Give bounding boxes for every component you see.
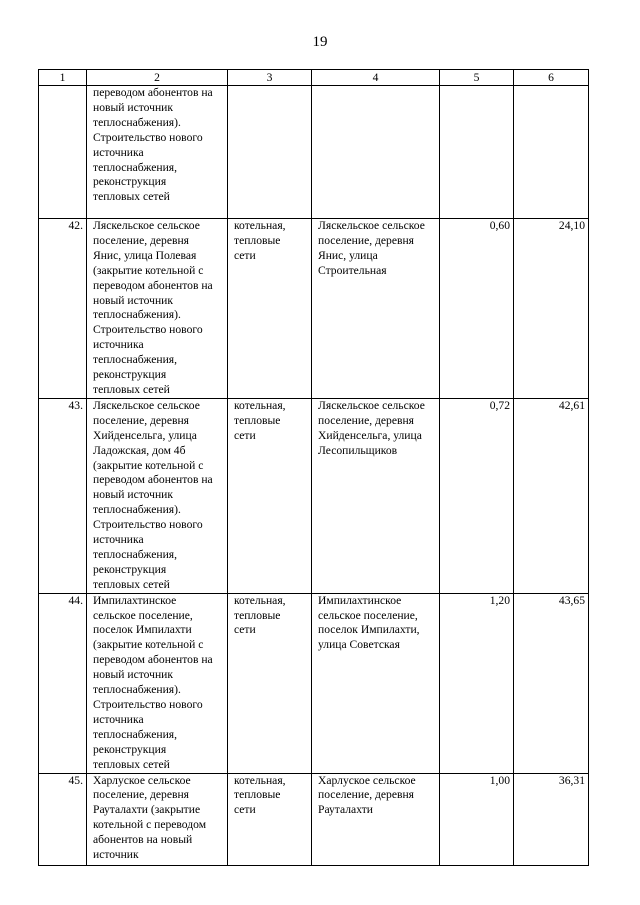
header-cell-5: 5 bbox=[440, 70, 514, 86]
row-number: 42. bbox=[39, 219, 87, 399]
header-cell-6: 6 bbox=[514, 70, 589, 86]
row-number bbox=[39, 86, 87, 219]
header-cell-2: 2 bbox=[87, 70, 228, 86]
table-row bbox=[39, 219, 589, 399]
table-row bbox=[39, 86, 589, 219]
header-cell-4: 4 bbox=[312, 70, 440, 86]
facility-type bbox=[228, 86, 312, 219]
value-col6: 43,65 bbox=[514, 593, 589, 773]
project-description: Ляскельское сельское поселение, деревня Янис, улица Полевая (закрытие котельной с переводом абонентов на новый источник теплоснабжения). Строительство нового источника теплоснабжения, реконструкция тепловых сетей bbox=[87, 219, 228, 399]
table-row bbox=[39, 593, 589, 773]
value-col5: 1,20 bbox=[440, 593, 514, 773]
value-col5 bbox=[440, 86, 514, 219]
location bbox=[312, 86, 440, 219]
project-description: переводом абонентов на новый источник теплоснабжения). Строительство нового источника теплоснабжения, реконструкция тепловых сетей bbox=[87, 86, 228, 219]
project-description: Харлуское сельское поселение, деревня Рауталахти (закрытие котельной с переводом абонентов на новый источник bbox=[87, 773, 228, 865]
value-col5: 1,00 bbox=[440, 773, 514, 865]
row-number: 45. bbox=[39, 773, 87, 865]
row-number: 44. bbox=[39, 593, 87, 773]
header-cell-1: 1 bbox=[39, 70, 87, 86]
location: Импилахтинское сельское поселение, поселок Импилахти, улица Советская bbox=[312, 593, 440, 773]
location: Ляскельское сельское поселение, деревня Хийденсельга, улица Лесопильщиков bbox=[312, 398, 440, 593]
facility-type: котельная, тепловые сети bbox=[228, 219, 312, 399]
header-row bbox=[39, 70, 589, 86]
projects-table bbox=[38, 69, 589, 866]
location: Харлуское сельское поселение, деревня Рауталахти bbox=[312, 773, 440, 865]
project-description: Ляскельское сельское поселение, деревня Хийденсельга, улица Ладожская, дом 4б (закрытие котельной с переводом абонентов на новый источник теплоснабжения). Строительство нового источника теплоснабжения, реконструкция тепловых сетей bbox=[87, 398, 228, 593]
page-number: 19 bbox=[312, 34, 328, 50]
row-number: 43. bbox=[39, 398, 87, 593]
table-row bbox=[39, 398, 589, 593]
value-col6: 42,61 bbox=[514, 398, 589, 593]
value-col6: 36,31 bbox=[514, 773, 589, 865]
value-col5: 0,72 bbox=[440, 398, 514, 593]
facility-type: котельная, тепловые сети bbox=[228, 593, 312, 773]
location: Ляскельское сельское поселение, деревня Янис, улица Строительная bbox=[312, 219, 440, 399]
header-cell-3: 3 bbox=[228, 70, 312, 86]
facility-type: котельная, тепловые сети bbox=[228, 398, 312, 593]
value-col5: 0,60 bbox=[440, 219, 514, 399]
facility-type: котельная, тепловые сети bbox=[228, 773, 312, 865]
project-description: Импилахтинское сельское поселение, поселок Импилахти (закрытие котельной с переводом абонентов на новый источник теплоснабжения). Строительство нового источника теплоснабжения, реконструкция тепловых сетей bbox=[87, 593, 228, 773]
table-row bbox=[39, 773, 589, 865]
value-col6: 24,10 bbox=[514, 219, 589, 399]
value-col6 bbox=[514, 86, 589, 219]
